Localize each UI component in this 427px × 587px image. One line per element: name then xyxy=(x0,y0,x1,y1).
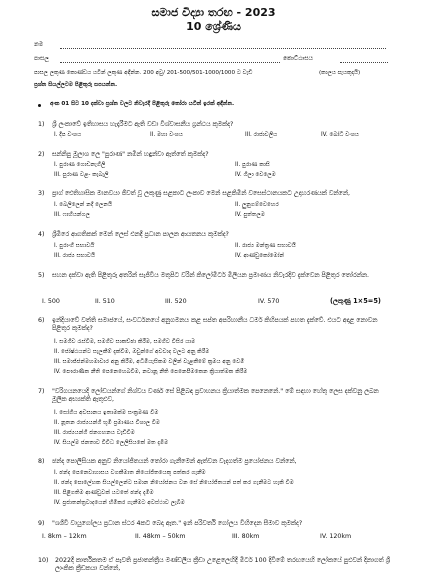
zone-field[interactable] xyxy=(340,62,388,63)
part1-instruction: අංක 01 සිට 10 දක්වා ප්‍රශ්න වලට නිවැරදි පිළිතුරු තෝරා යටින් ඉරක් අඳින්න. xyxy=(50,101,235,107)
q4-number: 4) xyxy=(38,231,45,238)
q5-number: 5) xyxy=(38,272,45,279)
paper-title: සමාජ විද්‍යා තරඟ - 2023 xyxy=(151,6,276,19)
q9-option[interactable]: II. 48km – 50km xyxy=(135,533,186,540)
q9-text: "ශශීවී වායුගෝලය ප්‍රධාන ස්ථර 4කට බෙදා ඇත." ඉන් පරිවර්ති ගෝලය විහිදෙන සීමාව කුමක්ද? xyxy=(52,520,303,527)
zone-label: කොට්ඨාසය xyxy=(283,55,313,62)
q9-number: 9) xyxy=(38,520,45,527)
q7-number: 7) xyxy=(38,388,45,395)
q4-option[interactable]: II. රාජ්‍ය මන්ත්‍රණ සභාවයි xyxy=(235,243,296,249)
q8-option[interactable]: III. පිළිගතිම ආණ්ඩුවක් යටතේ ඡන්ද දැමිම xyxy=(54,490,154,496)
q2-option[interactable]: II. පුරාණ කාසි xyxy=(235,162,270,168)
q7-text: "වරිගයනයෙදි ලෝඩයන්ගේ නිශ්වය වර්ණ සේ පිළිබඳ ප්‍රවාහනය ක්‍රියාත්මක පෙනෙනේ." මේ සඳහා හේතු ලෙස දක්වනු ලබන මූලික අභ්‍යක්ති ඇතුළුව, xyxy=(52,388,379,403)
q1-option[interactable]: I. දීප වංශය xyxy=(54,132,82,138)
q8-number: 8) xyxy=(38,458,45,465)
paper-grade: 10 ශ්‍රේණිය xyxy=(186,20,241,33)
q7-option[interactable]: III. රාජ්‍යයන්ගී ජනගහනය වැඩිවීම xyxy=(54,430,135,436)
marks-note: (ලකුණු 1×5=5) xyxy=(330,297,381,305)
q3-number: 3) xyxy=(38,190,45,197)
q1-number: 1) xyxy=(38,121,45,128)
school-field[interactable] xyxy=(60,62,280,63)
q4-option[interactable]: III. රාජ්‍ය සභාවයි xyxy=(54,253,96,259)
q1-option[interactable]: II. මහා වංශය xyxy=(150,132,183,138)
q6-option[interactable]: II. ජෝෂ්ඨයන්ට සැලකීම් දැක්වීම, ඔවුන්ගේ අවවාද වලට අනු කිරීම xyxy=(54,349,210,355)
q7-option[interactable]: IV. සියල්ම ජනතාව විවිධ ලෙලිසියකේ මත දැමීම xyxy=(54,440,169,446)
q3-option[interactable]: IV. පුත්තලම xyxy=(235,212,265,218)
q10-number: 10) xyxy=(38,557,49,564)
q1-text: ශ්‍රී ලංකාවේ ඉතිහාසය හැදෑරීමට ඇති වඩා විශ්වාසනීය ග්‍රන්ථය කුමක්ද? xyxy=(52,121,234,128)
index-note: පාසල ලකුණ කොණ්ඩය යටින් ලකුණ අඳින්න. 200 අවු/ 201-500/501-1000/1000 ට වැඩි xyxy=(34,70,253,76)
q6-option[interactable]: IV. පෞරාණික නීති පෙනෙහෙබවීම, නවානූ නීති පෙනෙපීමකෙන ක්‍රියාත්මක කිරීම xyxy=(54,369,248,375)
q9-option[interactable]: III. 80km xyxy=(232,533,260,540)
q5-text: සහන දක්වා ඇති පිළිතුරු අතරින් සැජිවිය මතුපිට වරින් කිලෝමීටර් මිලියන ප්‍රමාණය නිවැරදිව දැක්වෙන පිළිතුර තෝරන්න. xyxy=(52,272,369,279)
q7-option[interactable]: II. නූතන රාජ්‍යයන්ගී භූමි ප්‍රමාණය විශාල වීම xyxy=(54,420,161,426)
q8-option[interactable]: I. ඡන්ද පෙනෙවාහාසය වගකීමාත නියෝජිතයෙකු පත්කර ගැනීම xyxy=(54,470,206,476)
q6-option[interactable]: III. සමාජ්ජන්මහමාවාර අනු කිරීම, අධිමියැසිකම වලින් වැළකීමේ ක්‍රමය අනු වෙමි xyxy=(54,359,245,365)
q9-option[interactable]: IV. 120km xyxy=(320,533,352,540)
q4-option[interactable]: I. පුරාංගී සභාවයි xyxy=(54,243,95,249)
bullet-marker xyxy=(38,104,41,107)
q4-option[interactable]: IV. ආණ්ඩුකෝමෝන් xyxy=(235,253,285,259)
q5-option[interactable]: III. 520 xyxy=(165,298,187,305)
q8-option[interactable]: II. ඡන්ද පොලේහක සියල්ලෙන්ට සමාන නියෝජනය වන සේ නියෝජිතයන් පත් කර ගැනීමට හැකි වීම xyxy=(54,480,294,486)
q3-text: ප්‍රාග් ඓතිහාසික මානවයා ජීවත් වූ ලකුණු සළකාට ලංකාව මෙන් සළකිමින් වසෙස්ථානයකට උදාහරණයක් වන්නේ, xyxy=(52,190,350,197)
q6-option[interactable]: I. සමගිව රැස්වීම, සමගිව සාකච්ඡා කිරීම, සමගිව විසිර යාම xyxy=(54,339,196,345)
q8-option[interactable]: IV. ප්‍රජාතන්ත්‍රවාදයෙන් හිමිකර ගැනීමට අවස්ථාව ලැබීම xyxy=(54,500,185,506)
name-field[interactable] xyxy=(60,48,386,49)
q2-option[interactable]: IV. ගිලා වෙලෙම xyxy=(235,172,276,178)
q5-option[interactable]: II. 510 xyxy=(95,298,115,305)
q7-option[interactable]: I. සෝගිය අවසානය ඉතාමක්ම සංක්‍රමණ වීම xyxy=(54,410,159,416)
general-instruction: ප්‍රශ්න සියල්ලටම පිළිතුරු සපයන්න. xyxy=(34,82,118,88)
q9-option[interactable]: I. 8km – 12km xyxy=(42,533,87,540)
q4-text: ශ්‍රීමිරෙ ආගතිකක් මෙන් ලෙස් එනදී ප්‍රධාන පාලන ආයතනය කුමක්ද? xyxy=(52,231,229,238)
q1-option[interactable]: IV. බෝධි වංශය xyxy=(321,132,359,138)
q6-text: ඉන්දියාවේ වත්ති සමාජයේ, සංවර්ධනයේ අනුගමනය කළ සප්ත අපරිහානීය ධර්ම කිහිපයක් පහත දැක්වේ. එයට අදාළ නොවන පිළිතුර කුමක්ද? xyxy=(52,317,378,332)
q1-option[interactable]: III. රාජාවලිය xyxy=(245,132,278,138)
q8-text: ඡන්ද පොලිසියක අනුව නියෝජිතයන් තෝරා ගැනීමෙන් ඇත්වන වැදගත්ම ප්‍රයෝජනය වන්නේ, xyxy=(52,458,297,465)
q3-option[interactable]: I. බෙලිලෙන් නදි ලෙනයි xyxy=(54,202,113,208)
q3-option[interactable]: III. ෆාහියන්ගල xyxy=(54,212,90,218)
time-note: (කාලය පැයකුදායි) xyxy=(319,70,361,76)
q10-text: 2022දී කාර්තිකතම ඒ පැවති ප්‍රජාතන්ත්‍රීය මණ්ඩලීය ක්‍රීඩා උළෙලෙහිදී මීටර් 100 දිවීමේ තරඟයෙහි ලෝකයේ පුළුවන් දිනාගත් ශ්‍රී ලාංකික ක්‍රීඩකයා වන්නේ, xyxy=(55,557,391,572)
q2-option[interactable]: III. පුරාණ වළ- කැබැලි xyxy=(54,172,109,178)
q2-option[interactable]: I. පුරාණ ගොඩනැගිලි xyxy=(54,162,106,168)
q2-text: සන්නිපු මූලාශ ලෙ "පුරාණ" නමින් හඳුන්වා ඇත්තේ කුමක්ද? xyxy=(52,151,209,158)
name-label: නම xyxy=(34,41,44,48)
q5-option[interactable]: IV. 570 xyxy=(258,298,280,305)
q2-number: 2) xyxy=(38,151,45,158)
q3-option[interactable]: II. ලුනුගම්වෙහෙර xyxy=(235,202,279,208)
q6-number: 6) xyxy=(38,317,45,324)
school-label: පාසල xyxy=(34,55,49,62)
q5-option[interactable]: I. 500 xyxy=(42,298,60,305)
